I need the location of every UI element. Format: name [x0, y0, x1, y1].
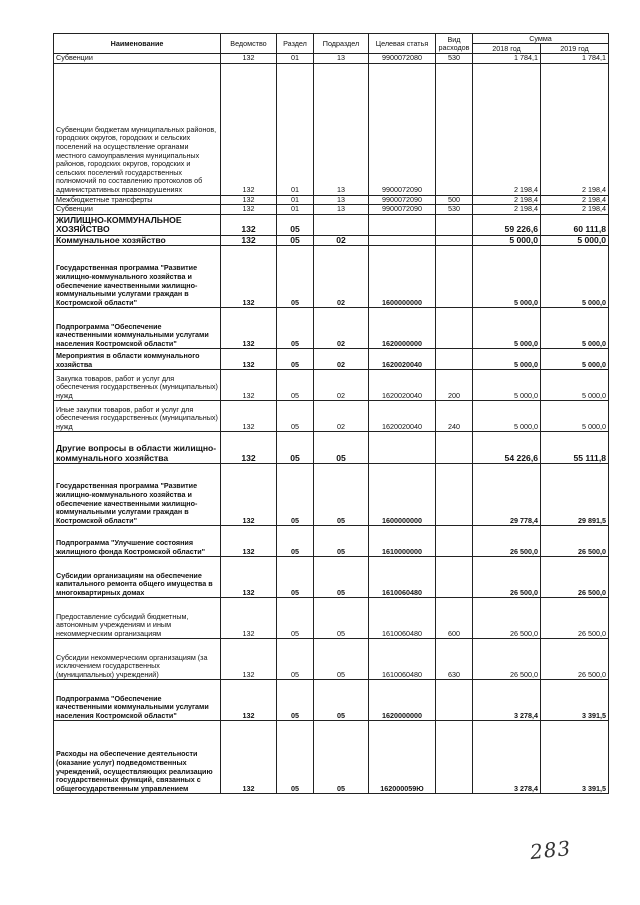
row-sum-2018: 26 500,0	[473, 639, 541, 680]
row-podrazdel: 05	[314, 639, 369, 680]
row-sum-2018: 5 000,0	[473, 235, 541, 246]
row-target: 9900072090	[369, 195, 436, 205]
row-podrazdel: 13	[314, 195, 369, 205]
row-vid: 600	[436, 598, 473, 639]
row-sum-2019: 2 198,4	[541, 205, 609, 215]
row-podrazdel: 02	[314, 246, 369, 308]
row-vid	[436, 63, 473, 195]
row-target: 9900072080	[369, 54, 436, 64]
row-podrazdel: 02	[314, 235, 369, 246]
row-sum-2018: 1 784,1	[473, 54, 541, 64]
row-sum-2018: 2 198,4	[473, 195, 541, 205]
row-vid	[436, 557, 473, 598]
table-row	[54, 464, 609, 526]
row-vedomstvo: 132	[221, 370, 277, 401]
row-vedomstvo: 132	[221, 63, 277, 195]
budget-table-page	[53, 33, 609, 794]
table-row	[54, 214, 609, 235]
header-name: Наименование	[54, 34, 221, 54]
row-vid	[436, 464, 473, 526]
table-row	[54, 349, 609, 370]
row-target: 1610060480	[369, 639, 436, 680]
row-sum-2019: 55 111,8	[541, 432, 609, 464]
table-row	[54, 598, 609, 639]
row-vid: 500	[436, 195, 473, 205]
row-razdel: 05	[277, 349, 314, 370]
row-sum-2018: 5 000,0	[473, 349, 541, 370]
row-name: Подпрограмма "Обеспечение качественными коммунальными услугами населения Костромской области"	[54, 308, 221, 349]
row-vid: 630	[436, 639, 473, 680]
row-razdel: 05	[277, 401, 314, 432]
row-name: Межбюджетные трансферты	[54, 195, 221, 205]
row-vid: 530	[436, 54, 473, 64]
row-sum-2019: 60 111,8	[541, 214, 609, 235]
table-row	[54, 370, 609, 401]
row-vedomstvo: 132	[221, 205, 277, 215]
row-podrazdel: 05	[314, 464, 369, 526]
row-vedomstvo: 132	[221, 639, 277, 680]
header-vid: Вид расходов	[436, 34, 473, 54]
row-name: Предоставление субсидий бюджетным, автономным учреждениям и иным некоммерческим организациям	[54, 598, 221, 639]
row-vedomstvo: 132	[221, 526, 277, 557]
row-name: Субсидии некоммерческим организациям (за исключением государственных (муниципальных) учреждений)	[54, 639, 221, 680]
row-sum-2019: 5 000,0	[541, 246, 609, 308]
row-podrazdel: 13	[314, 54, 369, 64]
row-sum-2018: 5 000,0	[473, 370, 541, 401]
row-vid	[436, 308, 473, 349]
row-vedomstvo: 132	[221, 680, 277, 721]
row-sum-2019: 5 000,0	[541, 235, 609, 246]
row-vid	[436, 680, 473, 721]
row-target	[369, 235, 436, 246]
row-sum-2018: 3 278,4	[473, 680, 541, 721]
row-sum-2019: 5 000,0	[541, 349, 609, 370]
table-row	[54, 308, 609, 349]
row-target: 1620020040	[369, 401, 436, 432]
row-vedomstvo: 132	[221, 308, 277, 349]
row-sum-2019: 2 198,4	[541, 63, 609, 195]
row-sum-2019: 26 500,0	[541, 557, 609, 598]
row-sum-2018: 2 198,4	[473, 63, 541, 195]
row-vid: 530	[436, 205, 473, 215]
row-sum-2019: 3 391,5	[541, 680, 609, 721]
row-vedomstvo: 132	[221, 557, 277, 598]
table-row	[54, 63, 609, 195]
table-row	[54, 235, 609, 246]
row-razdel: 05	[277, 557, 314, 598]
row-sum-2018: 26 500,0	[473, 526, 541, 557]
row-target: 162000059Ю	[369, 721, 436, 794]
row-razdel: 05	[277, 235, 314, 246]
handwritten-page-number: 283	[528, 835, 573, 865]
row-target: 1620000000	[369, 308, 436, 349]
row-vid	[436, 235, 473, 246]
table-row	[54, 557, 609, 598]
table-row	[54, 639, 609, 680]
row-vid	[436, 214, 473, 235]
row-vedomstvo: 132	[221, 598, 277, 639]
row-name: Субвенции	[54, 205, 221, 215]
row-razdel: 05	[277, 246, 314, 308]
row-podrazdel	[314, 214, 369, 235]
row-razdel: 05	[277, 464, 314, 526]
row-vedomstvo: 132	[221, 432, 277, 464]
table-row	[54, 526, 609, 557]
row-podrazdel: 02	[314, 308, 369, 349]
row-razdel: 05	[277, 308, 314, 349]
table-row	[54, 205, 609, 215]
row-podrazdel: 02	[314, 370, 369, 401]
row-target	[369, 432, 436, 464]
table-row	[54, 680, 609, 721]
budget-table	[53, 33, 609, 794]
row-target	[369, 214, 436, 235]
row-sum-2019: 29 891,5	[541, 464, 609, 526]
row-podrazdel: 13	[314, 63, 369, 195]
table-row	[54, 721, 609, 794]
row-target: 9900072090	[369, 63, 436, 195]
row-vedomstvo: 132	[221, 54, 277, 64]
row-podrazdel: 02	[314, 401, 369, 432]
row-sum-2018: 2 198,4	[473, 205, 541, 215]
row-target: 1620020040	[369, 349, 436, 370]
row-sum-2018: 5 000,0	[473, 401, 541, 432]
row-sum-2019: 3 391,5	[541, 721, 609, 794]
row-target: 1610060480	[369, 557, 436, 598]
row-name: Закупка товаров, работ и услуг для обеспечения государственных (муниципальных) нужд	[54, 370, 221, 401]
row-podrazdel: 02	[314, 349, 369, 370]
row-name: Подпрограмма "Улучшение состояния жилищного фонда Костромской области"	[54, 526, 221, 557]
header-vedomstvo: Ведомство	[221, 34, 277, 54]
row-target: 1620020040	[369, 370, 436, 401]
row-sum-2018: 59 226,6	[473, 214, 541, 235]
row-razdel: 05	[277, 639, 314, 680]
row-razdel: 05	[277, 721, 314, 794]
table-row	[54, 432, 609, 464]
row-vedomstvo: 132	[221, 235, 277, 246]
row-target: 1610000000	[369, 526, 436, 557]
row-podrazdel: 05	[314, 721, 369, 794]
row-sum-2018: 5 000,0	[473, 308, 541, 349]
row-name: Расходы на обеспечение деятельности (оказание услуг) подведомственных учреждений, осуществляющих реализацию государственных функций, связанных с общегосударственным управлением	[54, 721, 221, 794]
row-name: Коммунальное хозяйство	[54, 235, 221, 246]
row-podrazdel: 05	[314, 526, 369, 557]
row-sum-2019: 2 198,4	[541, 195, 609, 205]
row-vedomstvo: 132	[221, 721, 277, 794]
row-sum-2019: 5 000,0	[541, 370, 609, 401]
row-target: 1610060480	[369, 598, 436, 639]
row-podrazdel: 05	[314, 557, 369, 598]
row-vid	[436, 432, 473, 464]
table-row	[54, 54, 609, 64]
table-row	[54, 401, 609, 432]
header-podrazdel: Подраздел	[314, 34, 369, 54]
row-sum-2018: 3 278,4	[473, 721, 541, 794]
row-vid	[436, 349, 473, 370]
row-target: 1600000000	[369, 246, 436, 308]
row-razdel: 01	[277, 205, 314, 215]
row-razdel: 05	[277, 432, 314, 464]
row-name: Иные закупки товаров, работ и услуг для обеспечения государственных (муниципальных) нужд	[54, 401, 221, 432]
row-name: Другие вопросы в области жилищно-коммунального хозяйства	[54, 432, 221, 464]
row-target: 1620000000	[369, 680, 436, 721]
header-summa: Сумма	[473, 34, 609, 44]
header-2019: 2019 год	[541, 44, 609, 54]
row-vedomstvo: 132	[221, 214, 277, 235]
row-sum-2018: 29 778,4	[473, 464, 541, 526]
row-sum-2019: 5 000,0	[541, 308, 609, 349]
row-vedomstvo: 132	[221, 464, 277, 526]
row-podrazdel: 05	[314, 432, 369, 464]
row-vid	[436, 246, 473, 308]
row-sum-2018: 54 226,6	[473, 432, 541, 464]
row-sum-2019: 26 500,0	[541, 526, 609, 557]
row-sum-2018: 26 500,0	[473, 598, 541, 639]
row-razdel: 05	[277, 370, 314, 401]
row-vid: 240	[436, 401, 473, 432]
row-name: Субсидии организациям на обеспечение капитального ремонта общего имущества в многоквартирных домах	[54, 557, 221, 598]
row-name: Субвенции	[54, 54, 221, 64]
row-name: Подпрограмма "Обеспечение качественными коммунальными услугами населения Костромской области"	[54, 680, 221, 721]
row-podrazdel: 13	[314, 205, 369, 215]
row-vedomstvo: 132	[221, 195, 277, 205]
row-sum-2019: 26 500,0	[541, 639, 609, 680]
row-razdel: 05	[277, 680, 314, 721]
row-sum-2019: 5 000,0	[541, 401, 609, 432]
row-razdel: 01	[277, 63, 314, 195]
row-vid: 200	[436, 370, 473, 401]
header-2018: 2018 год	[473, 44, 541, 54]
header-target: Целевая статья	[369, 34, 436, 54]
row-vedomstvo: 132	[221, 349, 277, 370]
row-target: 1600000000	[369, 464, 436, 526]
row-sum-2018: 5 000,0	[473, 246, 541, 308]
table-row	[54, 246, 609, 308]
row-name: ЖИЛИЩНО-КОММУНАЛЬНОЕ ХОЗЯЙСТВО	[54, 214, 221, 235]
row-name: Мероприятия в области коммунального хозяйства	[54, 349, 221, 370]
row-target: 9900072090	[369, 205, 436, 215]
row-sum-2018: 26 500,0	[473, 557, 541, 598]
row-sum-2019: 1 784,1	[541, 54, 609, 64]
row-razdel: 05	[277, 598, 314, 639]
row-vid	[436, 721, 473, 794]
row-vedomstvo: 132	[221, 401, 277, 432]
row-razdel: 01	[277, 195, 314, 205]
row-name: Субвенции бюджетам муниципальных районов, городских округов, городских и сельских поселений на осуществление органами местного самоуправления муниципальных районов, городских округов, городских и сельских поселений государственных полномочий по составлению протоколов об административных правонарушениях	[54, 63, 221, 195]
row-razdel: 05	[277, 526, 314, 557]
row-razdel: 01	[277, 54, 314, 64]
row-name: Государственная программа "Развитие жилищно-коммунального хозяйства и обеспечение качественными жилищно-коммунальными услугами граждан в Костромской области"	[54, 464, 221, 526]
row-name: Государственная программа "Развитие жилищно-коммунального хозяйства и обеспечение качественными жилищно-коммунальными услугами граждан в Костромской области"	[54, 246, 221, 308]
row-razdel: 05	[277, 214, 314, 235]
header-razdel: Раздел	[277, 34, 314, 54]
row-podrazdel: 05	[314, 598, 369, 639]
row-vedomstvo: 132	[221, 246, 277, 308]
table-row	[54, 195, 609, 205]
row-sum-2019: 26 500,0	[541, 598, 609, 639]
row-podrazdel: 05	[314, 680, 369, 721]
row-vid	[436, 526, 473, 557]
